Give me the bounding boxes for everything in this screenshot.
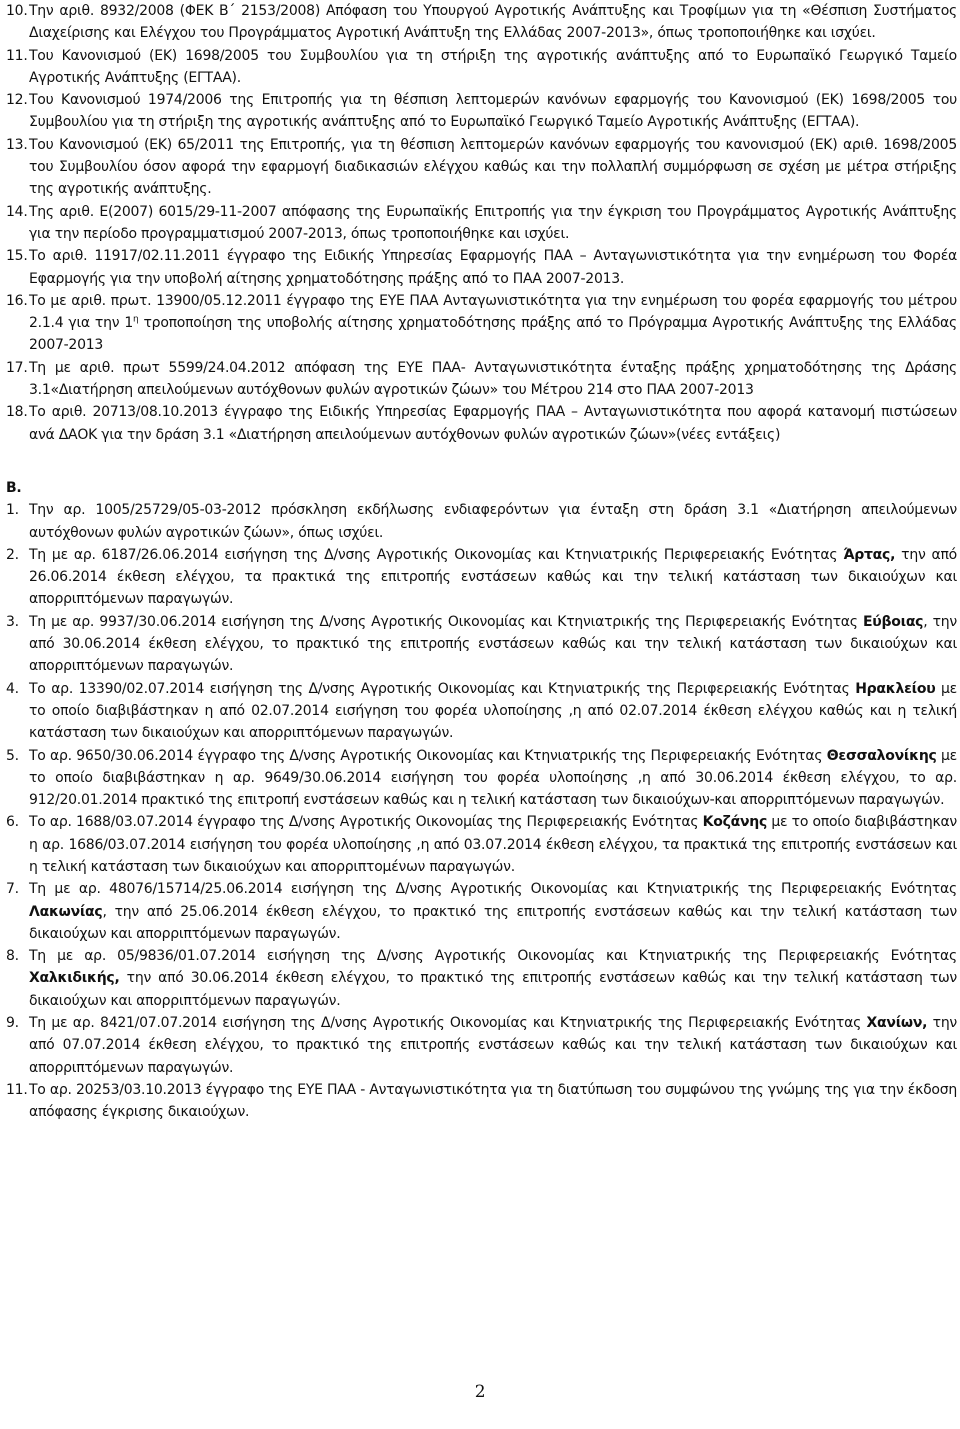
list-item — [6, 499, 957, 544]
item-text: Το αριθ. 20713/08.10.2013 έγγραφο της Ειδικής Υπηρεσίας Εφαρμογής ΠΑΑ – Ανταγωνιστικότητα που αφορά κατανομή πιστώσεων ανά ΔΑΟΚ για την δράση 3.1 «Διατήρηση απειλούμενων αυτόχθονων φυλών αγροτικών ζώων»(νέες εντάξεις) — [29, 404, 957, 443]
page-number: 2 — [474, 1382, 486, 1402]
item-number: 9. — [6, 1015, 19, 1032]
item-text-end: , την από 25.06.2014 έκθεση ελέγχου, το πρακτικό της επιτροπής ενστάσεων καθώς και την τελική κατάσταση των δικαιούχων και απορριπτόμενων παραγωγών. — [29, 903, 957, 942]
regional-unit-name: Θεσσαλονίκης — [826, 747, 937, 764]
item-text-end: τροποποίηση της υποβολής αίτησης χρηματοδότησης πράξης από το Πρόγραμμα Αγροτικής Ανάπτυξης της Ελλάδας 2007-2013 — [29, 315, 957, 354]
item-text-start: Τη με αρ. 05/9836/01.07.2014 εισήγηση της Δ/νσης Αγροτικής Οικονομίας και Κτηνιατρικής της Περιφερειακής Ενότητας — [29, 948, 957, 965]
item-text-start: Τη με αρ. 48076/15714/25.06.2014 εισήγηση της Δ/νσης Αγροτικής Οικονομίας και Κτηνιατρικής της Περιφερειακής Ενότητας — [29, 881, 957, 898]
item-text-end: με το οποίο διαβιβάστηκαν η αρ. 1686/03.07.2014 εισήγηση του φορέα υλοποίησης ,η από 03.07.2014 έκθεση ελέγχου, τα πρακτικά της επιτροπής ενστάσεων και η τελική κατάσταση των δικαιούχων και απορριπτομένων παραγωγών. — [29, 814, 957, 875]
item-text — [29, 1079, 957, 1124]
list-item — [6, 745, 957, 812]
item-number: 8. — [6, 948, 19, 965]
item-text-start: Τη με αρ. 8421/07.07.2014 εισήγηση της Δ/νσης Αγροτικής Οικονομίας και Κτηνιατρικής της Περιφερειακής Ενότητας — [29, 1015, 867, 1032]
list-item — [6, 678, 957, 745]
item-text — [29, 878, 957, 945]
item-text-start: Το αρ. 9650/30.06.2014 έγγραφο της Δ/νσης Αγροτικής Οικονομίας και Κτηνιατρικής της Περιφερειακής Ενότητας — [29, 747, 827, 764]
list-item — [6, 89, 957, 134]
item-text-start: Τη με αρ. 9937/30.06.2014 εισήγηση της Δ/νσης Αγροτικής Οικονομίας και Κτηνιατρικής της Περιφερειακής Ενότητας — [29, 613, 863, 630]
regional-unit-name: Λακωνίας — [29, 903, 103, 920]
list-item — [6, 45, 957, 90]
regional-unit-name: Χαλκιδικής, — [29, 970, 120, 987]
regional-unit-name: Κοζάνης — [702, 814, 768, 831]
regional-unit-name: Εύβοιας — [862, 613, 924, 630]
item-text-start: Το αρ. 13390/02.07.2014 εισήγηση της Δ/νσης Αγροτικής Οικονομίας και Κτηνιατρικής της Περιφερειακής Ενότητας — [29, 680, 856, 697]
item-text-end: την από 07.07.2014 έκθεση ελέγχου, το πρακτικό της επιτροπής ενστάσεων καθώς και την τελική κατάσταση των δικαιούχων και απορριπτόμενων παραγωγών. — [29, 1015, 958, 1076]
item-text-end: την από 26.06.2014 έκθεση ελέγχου, τα πρακτικά της επιτροπής ενστάσεων καθώς και την τελική κατάσταση των δικαιούχων και απορριπτόμενων παραγωγών. — [29, 546, 957, 608]
list-item — [6, 945, 957, 1012]
regional-unit-name: Χανίων, — [866, 1015, 928, 1032]
item-number: 5. — [6, 747, 19, 764]
legal-basis-list-a — [6, 0, 957, 446]
legal-basis-list-b — [6, 499, 957, 1123]
item-number: 7. — [6, 881, 19, 898]
list-item — [6, 1079, 957, 1124]
list-item — [6, 290, 957, 357]
item-text: Το αριθ. 11917/02.11.2011 έγγραφο της Ειδικής Υπηρεσίας Εφαρμογής ΠΑΑ – Ανταγωνιστικότητα για την ενημέρωση του Φορέα Εφαρμογής για την υποβολή αίτησης χρηματοδότησης πράξης από το ΠΑΑ 2007-2013. — [29, 248, 957, 287]
list-item — [6, 201, 957, 246]
item-number: 16. — [6, 292, 28, 309]
item-text — [29, 290, 957, 357]
item-text — [29, 745, 957, 812]
item-number: 6. — [6, 814, 19, 831]
item-text: Την αριθ. 8932/2008 (ΦΕΚ Β΄ 2153/2008) Απόφαση του Υπουργού Αγροτικής Ανάπτυξης και Τροφίμων για τη «Θέσπιση Συστήματος Διαχείρισης και Ελέγχου του Προγράμματος Αγροτική Ανάπτυξη της Ελλάδας 2007-2013», όπως τροποποιήθηκε και ισχύει. — [29, 3, 957, 42]
list-item — [6, 357, 957, 402]
item-number: 11. — [6, 1081, 28, 1098]
section-spacer — [6, 446, 957, 477]
item-text-end: , την από 30.06.2014 έκθεση ελέγχου, το πρακτικό της επιτροπής ενστάσεων καθώς και την τελική κατάσταση των δικαιούχων και απορριπτόμενων παραγωγών. — [29, 613, 958, 675]
list-item — [6, 811, 957, 878]
list-item — [6, 878, 957, 945]
item-text: Του Κανονισμού (ΕΚ) 1698/2005 του Συμβουλίου για τη στήριξη της αγροτικής ανάπτυξης από το Ευρωπαϊκό Γεωργικό Ταμείο Αγροτικής Ανάπτυξης (ΕΓΤΑΑ). — [29, 47, 957, 86]
section-b-heading: Β. — [6, 479, 22, 496]
item-text — [29, 945, 957, 1012]
item-text: Του Κανονισμού 1974/2006 της Επιτροπής για τη θέσπιση λεπτομερών κανόνων εφαρμογής του Κανονισμού (ΕΚ) 1698/2005 του Συμβουλίου για τη στήριξη της αγροτικής ανάπτυξης από το Ευρωπαϊκό Γεωργικό Ταμείο Αγροτικής Ανάπτυξης (ΕΓΤΑΑ). — [29, 92, 957, 131]
item-text — [29, 499, 957, 544]
item-text — [29, 544, 957, 611]
item-text — [29, 678, 957, 745]
list-item — [6, 0, 957, 45]
item-text-end: με το οποίο διαβιβάστηκαν η αρ. 9649/30.06.2014 εισήγηση του φορέα υλοποίησης ,η από 30.06.2014 έκθεση ελέγχου, το αρ. 912/20.01.2014 πρακτικό της επιτροπή ενστάσεων καθώς και η τελική κατάσταση των δικαιούχων-και απορριπτόμενων παραγωγών. — [29, 747, 957, 809]
item-text-end: την από 30.06.2014 έκθεση ελέγχου, το πρακτικό της επιτροπής ενστάσεων καθώς και την τελική κατάσταση των δικαιούχων και απορριπτόμενων παραγωγών. — [29, 970, 957, 1009]
item-text-start: Την αρ. 1005/25729/05-03-2012 πρόσκληση εκδήλωσης ενδιαφερόντων για ένταξη στη δράση 3.1 «Διατήρηση απειλούμενων αυτόχθονων φυλών αγροτικών ζώων», όπως ισχύει. — [29, 502, 957, 541]
regional-unit-name: Άρτας, — [843, 546, 896, 563]
item-number: 4. — [6, 680, 19, 697]
list-item — [6, 401, 957, 446]
item-text: Τη με αριθ. πρωτ 5599/24.04.2012 απόφαση της ΕΥΕ ΠΑΑ- Ανταγωνιστικότητα ένταξης πράξης χρηματοδότησης της Δράσης 3.1«Διατήρηση απειλούμενων αυτόχθονων φυλών αγροτικών ζώων» του Μέτρου 214 στο ΠΑΑ 2007-2013 — [29, 359, 957, 399]
item-text-start: Το αρ. 1688/03.07.2014 έγγραφο της Δ/νσης Αγροτικής Οικονομίας της Περιφερειακής Ενότητας — [29, 814, 703, 831]
item-number: 2. — [6, 546, 19, 563]
list-item — [6, 1012, 957, 1079]
list-item — [6, 611, 957, 678]
item-text: Του Κανονισμού (ΕΚ) 65/2011 της Επιτροπής, για τη θέσπιση λεπτομερών κανόνων εφαρμογής του κανονισμού (ΕΚ) αριθ. 1698/2005 του Συμβουλίου όσον αφορά την εφαρμογή διαδικασιών ελέγχου καθώς και την πολλαπλή συμμόρφωση σε σχέση με μέτρα στήριξης της αγροτικής ανάπτυξης. — [29, 136, 957, 198]
item-number: 10. — [6, 3, 28, 19]
item-number: 14. — [6, 203, 28, 220]
item-text-start: Τη με αρ. 6187/26.06.2014 εισήγηση της Δ/νσης Αγροτικής Οικονομίας και Κτηνιατρικής Περιφερειακής Ενότητας — [29, 546, 844, 563]
item-number: 18. — [6, 404, 28, 421]
regional-unit-name: Ηρακλείου — [855, 680, 936, 697]
item-number: 3. — [6, 613, 19, 630]
item-text — [29, 611, 957, 678]
item-text-end: με το οποίο διαβιβάστηκαν η από 02.07.2014 εισήγηση του φορέα υλοποίησης ,η από 02.07.2014 έκθεση ελέγχου καθώς και η τελική κατάσταση των δικαιούχων και απορριπτόμενων παραγωγών. — [29, 680, 957, 742]
item-number: 11. — [6, 47, 28, 64]
item-number: 1. — [6, 502, 19, 519]
item-text: Της αριθ. Ε(2007) 6015/29-11-2007 απόφασης της Ευρωπαϊκής Επιτροπής για την έγκριση του Προγράμματος Αγροτικής Ανάπτυξης για την περίοδο προγραμματισμού 2007-2013, όπως τροποποιήθηκε και ισχύει. — [29, 203, 957, 242]
item-number: 12. — [6, 92, 28, 109]
item-number: 15. — [6, 248, 28, 265]
superscript: η — [133, 314, 139, 325]
item-text — [29, 1012, 957, 1079]
list-item — [6, 544, 957, 611]
item-text-start: Το αρ. 20253/03.10.2013 έγγραφο της ΕΥΕ ΠΑΑ - Ανταγωνιστικότητα για τη διατύπωση του συμφώνου της γνώμης της για την έκδοση απόφασης έγκρισης δικαιούχων. — [29, 1081, 957, 1121]
list-item — [6, 134, 957, 201]
item-number: 17. — [6, 359, 28, 376]
item-text-start: Το με αριθ. πρωτ. 13900/05.12.2011 έγγραφο της ΕΥΕ ΠΑΑ Ανταγωνιστικότητα για την ενημέρωση του φορέα εφαρμογής του μέτρου 2.1.4 για την 1 — [29, 292, 957, 332]
item-text — [29, 811, 957, 878]
list-item — [6, 245, 957, 290]
item-number: 13. — [6, 136, 28, 153]
